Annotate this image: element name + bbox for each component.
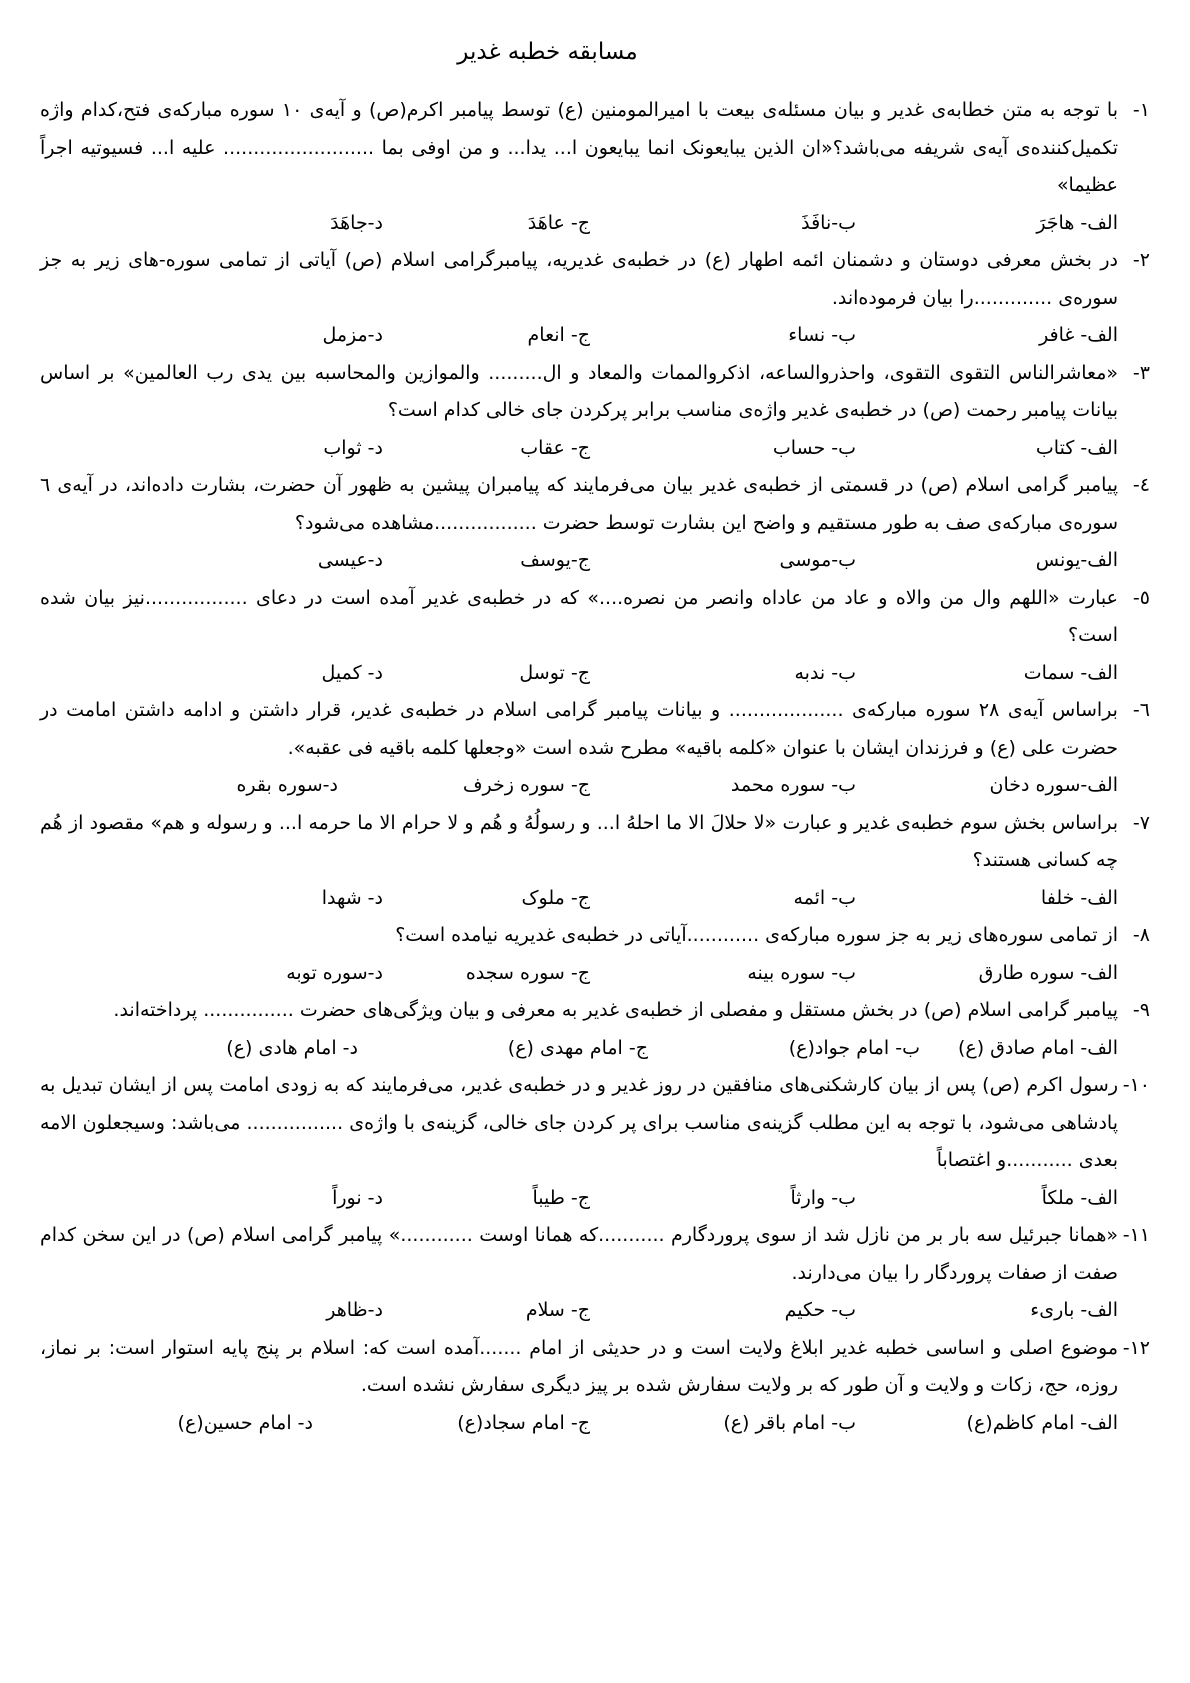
answer-option: ج- امام مهدی (ع) — [507, 1036, 648, 1059]
answer-options — [40, 430, 1150, 468]
answer-option: ب- امام جواد(ع) — [788, 1036, 920, 1059]
question-list — [40, 92, 1150, 1442]
answer-option: د- امام حسین(ع) — [177, 1411, 313, 1434]
question-number: ٤- — [1132, 474, 1150, 496]
answer-option: الف- سمات — [1023, 661, 1118, 684]
answer-option: الف- امام صادق (ع) — [957, 1036, 1118, 1059]
answer-option: ج- امام سجاد(ع) — [457, 1411, 590, 1434]
question-text: رسول اکرم (ص) پس از بیان کارشکنی‌های منافقین در روز غدیر و در خطبه‌ی غدیر، می‌فرمایند که به زودی امامت پس از ایشان تبدیل به پادشاهی می‌شود، با توجه به این مطلب گزینه‌ی مناسب برای پر کردن جای خالی، گزینه‌ی با واژه‌ی ................ می‌باشد: وسیجعلون الامه بعدی ...........و اغتصاباً — [40, 1074, 1118, 1171]
answer-option: ج- عاهَدَ — [527, 211, 590, 234]
question-10 — [40, 1067, 1150, 1217]
question-number: ٥- — [1132, 586, 1150, 609]
answer-option: د- کمیل — [321, 661, 383, 684]
answer-option: ج- سوره زخرف — [462, 774, 590, 796]
answer-options — [40, 1405, 1150, 1443]
answer-option: ج-یوسف — [520, 549, 590, 571]
answer-option: ج- طیباً — [532, 1186, 590, 1209]
answer-option: ج- انعام — [527, 324, 590, 346]
answer-option: ب-نافَذَ — [801, 211, 856, 234]
answer-options — [40, 1030, 1150, 1068]
answer-option: ب- حکیم — [784, 1299, 856, 1321]
answer-option: ج- عقاب — [520, 436, 590, 459]
answer-option: ج- توسل — [519, 661, 590, 684]
answer-option: الف- باریء — [1030, 1299, 1118, 1321]
question-text: «معاشرالناس التقوی التقوی، واحذروالساعه، اذکروالممات والمعاد و ال......... والموازین والمحاسبه بین یدی رب العالمین» بر اساس بیانات پیامبر رحمت (ص) در خطبه‌ی غدیر واژه‌ی مناسب برابر پرکردن جای خالی کدام است؟ — [40, 361, 1118, 421]
question-number: ۲- — [1132, 249, 1150, 271]
answer-option: الف- خلفا — [1040, 886, 1118, 909]
question-8 — [40, 917, 1150, 992]
answer-option: د-ظاهر — [326, 1299, 383, 1321]
answer-option: ب- وارثاً — [790, 1186, 856, 1209]
question-stem — [40, 355, 1150, 430]
question-number: ۱- — [1132, 99, 1150, 121]
question-number: ۸- — [1132, 924, 1150, 946]
answer-option: د-جاهَدَ — [330, 211, 383, 234]
answer-option: د- نوراً — [332, 1186, 383, 1209]
answer-option: د-عیسی — [317, 549, 383, 571]
question-stem — [40, 467, 1150, 542]
question-number: ۷- — [1132, 811, 1150, 834]
question-stem — [40, 917, 1150, 955]
question-stem — [40, 692, 1150, 767]
answer-option: د-سوره بقره — [236, 774, 338, 796]
question-stem — [40, 1067, 1150, 1180]
answer-option: الف-یونس — [1035, 549, 1118, 571]
answer-option: ب-موسی — [779, 549, 856, 571]
answer-options — [40, 1180, 1150, 1218]
question-text: با توجه به متن خطابه‌ی غدیر و بیان مسئله‌ی بیعت با امیرالمومنین (ع) توسط پیامبر اکرم(ص) و آیه‌ی ۱۰ سوره مبارکه‌ی فتح،کدام واژه تکمیل‌کننده‌ی آیه‌ی شریفه می‌باشد؟«ان الذین یبایعونک انما یبایعون ا... یدا... و من اوفی بما ......................... علیه ا... فسیوتیه اجراً عظیما» — [40, 99, 1118, 196]
answer-option: د- امام هادی (ع) — [226, 1036, 358, 1059]
answer-option: الف- غافر — [1039, 324, 1118, 346]
question-text: پیامبر گرامی اسلام (ص) در قسمتی از خطبه‌ی غدیر بیان می‌فرمایند که پیامبران پیشین به ظهور آن حضرت، بشارت داده‌اند، در آیه‌ی ٦ سوره‌ی مبارکه‌ی صف به طور مستقیم و واضح این بشارت توسط حضرت .................مشاهده می‌شود؟ — [40, 474, 1118, 534]
question-text: براساس آیه‌ی ۲۸ سوره مبارکه‌ی ................... و بیانات پیامبر گرامی اسلام در خطبه‌ی غدیر، قرار داشتن و ادامه داشتن امامت در حضرت علی (ع) و فرزندان ایشان با عنوان «کلمه باقیه» مطرح شده است «وجعلها کلمه باقیه فی عقبه». — [40, 699, 1118, 759]
question-text: پیامبر گرامی اسلام (ص) در بخش مستقل و مفصلی از خطبه‌ی غدیر به معرفی و بیان ویژگی‌های حضرت ............... پرداخته‌اند. — [113, 999, 1118, 1021]
question-stem — [40, 92, 1150, 205]
question-number: ۱۱- — [1122, 1224, 1150, 1246]
question-4 — [40, 467, 1150, 580]
answer-options — [40, 880, 1150, 918]
question-stem — [40, 1330, 1150, 1405]
answer-option: د-سوره توبه — [286, 961, 383, 984]
question-number: ۹- — [1132, 999, 1150, 1021]
answer-options — [40, 1292, 1150, 1330]
question-number: ۳- — [1132, 361, 1150, 384]
question-text: از تمامی سوره‌های زیر به جز سوره مبارکه‌ی ............آیاتی در خطبه‌ی غدیریه نیامده است؟ — [395, 924, 1118, 946]
answer-option: ب- سوره محمد — [730, 774, 856, 796]
question-11 — [40, 1217, 1150, 1330]
answer-option: الف- امام کاظم(ع) — [966, 1411, 1118, 1434]
answer-options — [40, 955, 1150, 993]
question-text: موضوع اصلی و اساسی خطبه غدیر ابلاغ ولایت است و در حدیثی از امام .......آمده است که: اسلام بر پنج پایه استوار است: بر نماز، روزه، حج، زکات و ولایت و آن طور که بر ولایت سفارش شده بر پیز دیگری سفارش نشده است. — [40, 1336, 1118, 1396]
question-5 — [40, 580, 1150, 693]
answer-option: ب- امام باقر (ع) — [723, 1411, 856, 1434]
question-6 — [40, 692, 1150, 805]
answer-options — [40, 767, 1150, 805]
question-3 — [40, 355, 1150, 468]
question-2 — [40, 242, 1150, 355]
page-title: مسابقه خطبه غدیر — [457, 39, 638, 65]
answer-options — [40, 205, 1150, 243]
question-stem — [40, 992, 1150, 1030]
question-stem — [40, 580, 1150, 655]
question-number: ۱۲- — [1122, 1336, 1150, 1359]
answer-option: ب- سوره بینه — [747, 961, 856, 984]
question-12 — [40, 1330, 1150, 1443]
answer-options — [40, 317, 1150, 355]
question-stem — [40, 805, 1150, 880]
answer-option: ب- ندبه — [794, 661, 856, 684]
answer-options — [40, 542, 1150, 580]
answer-option: الف- کتاب — [1035, 436, 1118, 459]
answer-option: ب- حساب — [772, 436, 856, 459]
answer-option: ج- سوره سجده — [465, 961, 590, 984]
answer-option: الف- ملکاً — [1041, 1186, 1118, 1209]
answer-option: ج- سلام — [525, 1299, 590, 1321]
question-number: ٦- — [1132, 699, 1150, 721]
answer-option: د-مزمل — [322, 324, 383, 346]
answer-option: الف-سوره دخان — [989, 774, 1118, 796]
question-stem — [40, 1217, 1150, 1292]
question-1 — [40, 92, 1150, 242]
answer-option: الف- سوره طارق — [978, 961, 1118, 984]
question-7 — [40, 805, 1150, 918]
question-9 — [40, 992, 1150, 1067]
question-text: در بخش معرفی دوستان و دشمنان ائمه اطهار (ع) در خطبه‌ی غدیریه، پیامبرگرامی اسلام (ص) آیاتی از تمامی سوره-های زیر به جز سوره‌ی .............را بیان فرموده‌اند. — [40, 249, 1118, 309]
answer-option: د- شهدا — [321, 886, 383, 909]
answer-option: الف- هاجَرَ — [1036, 211, 1118, 234]
answer-option: ج- ملوک — [521, 886, 590, 909]
question-number: ۱۰- — [1122, 1074, 1150, 1096]
question-text: عبارت «اللهم وال من والاه و عاد من عاداه وانصر من نصره....» که در خطبه‌ی غدیر آمده است در دعای .................نیز بیان شده است؟ — [40, 586, 1118, 646]
answer-option: د- ثواب — [323, 436, 383, 459]
answer-option: ب- نساء — [788, 324, 856, 346]
question-text: «همانا جبرئیل سه بار بر من نازل شد از سوی پروردگارم ...........که همانا اوست ............» پیامبر گرامی اسلام (ص) در این سخن کدام صفت از صفات پروردگار را بیان می‌دارند. — [40, 1224, 1118, 1284]
answer-option: ب- ائمه — [793, 886, 856, 909]
answer-options — [40, 655, 1150, 693]
question-stem — [40, 242, 1150, 317]
question-text: براساس بخش سوم خطبه‌ی غدیر و عبارت «لا حلالَ الا ما احلهُ ا... و رسولُهُ و هُم و لا حرام الا ما حرمه ا... و رسوله و هم» مقصود از هُم چه کسانی هستند؟ — [40, 811, 1118, 871]
